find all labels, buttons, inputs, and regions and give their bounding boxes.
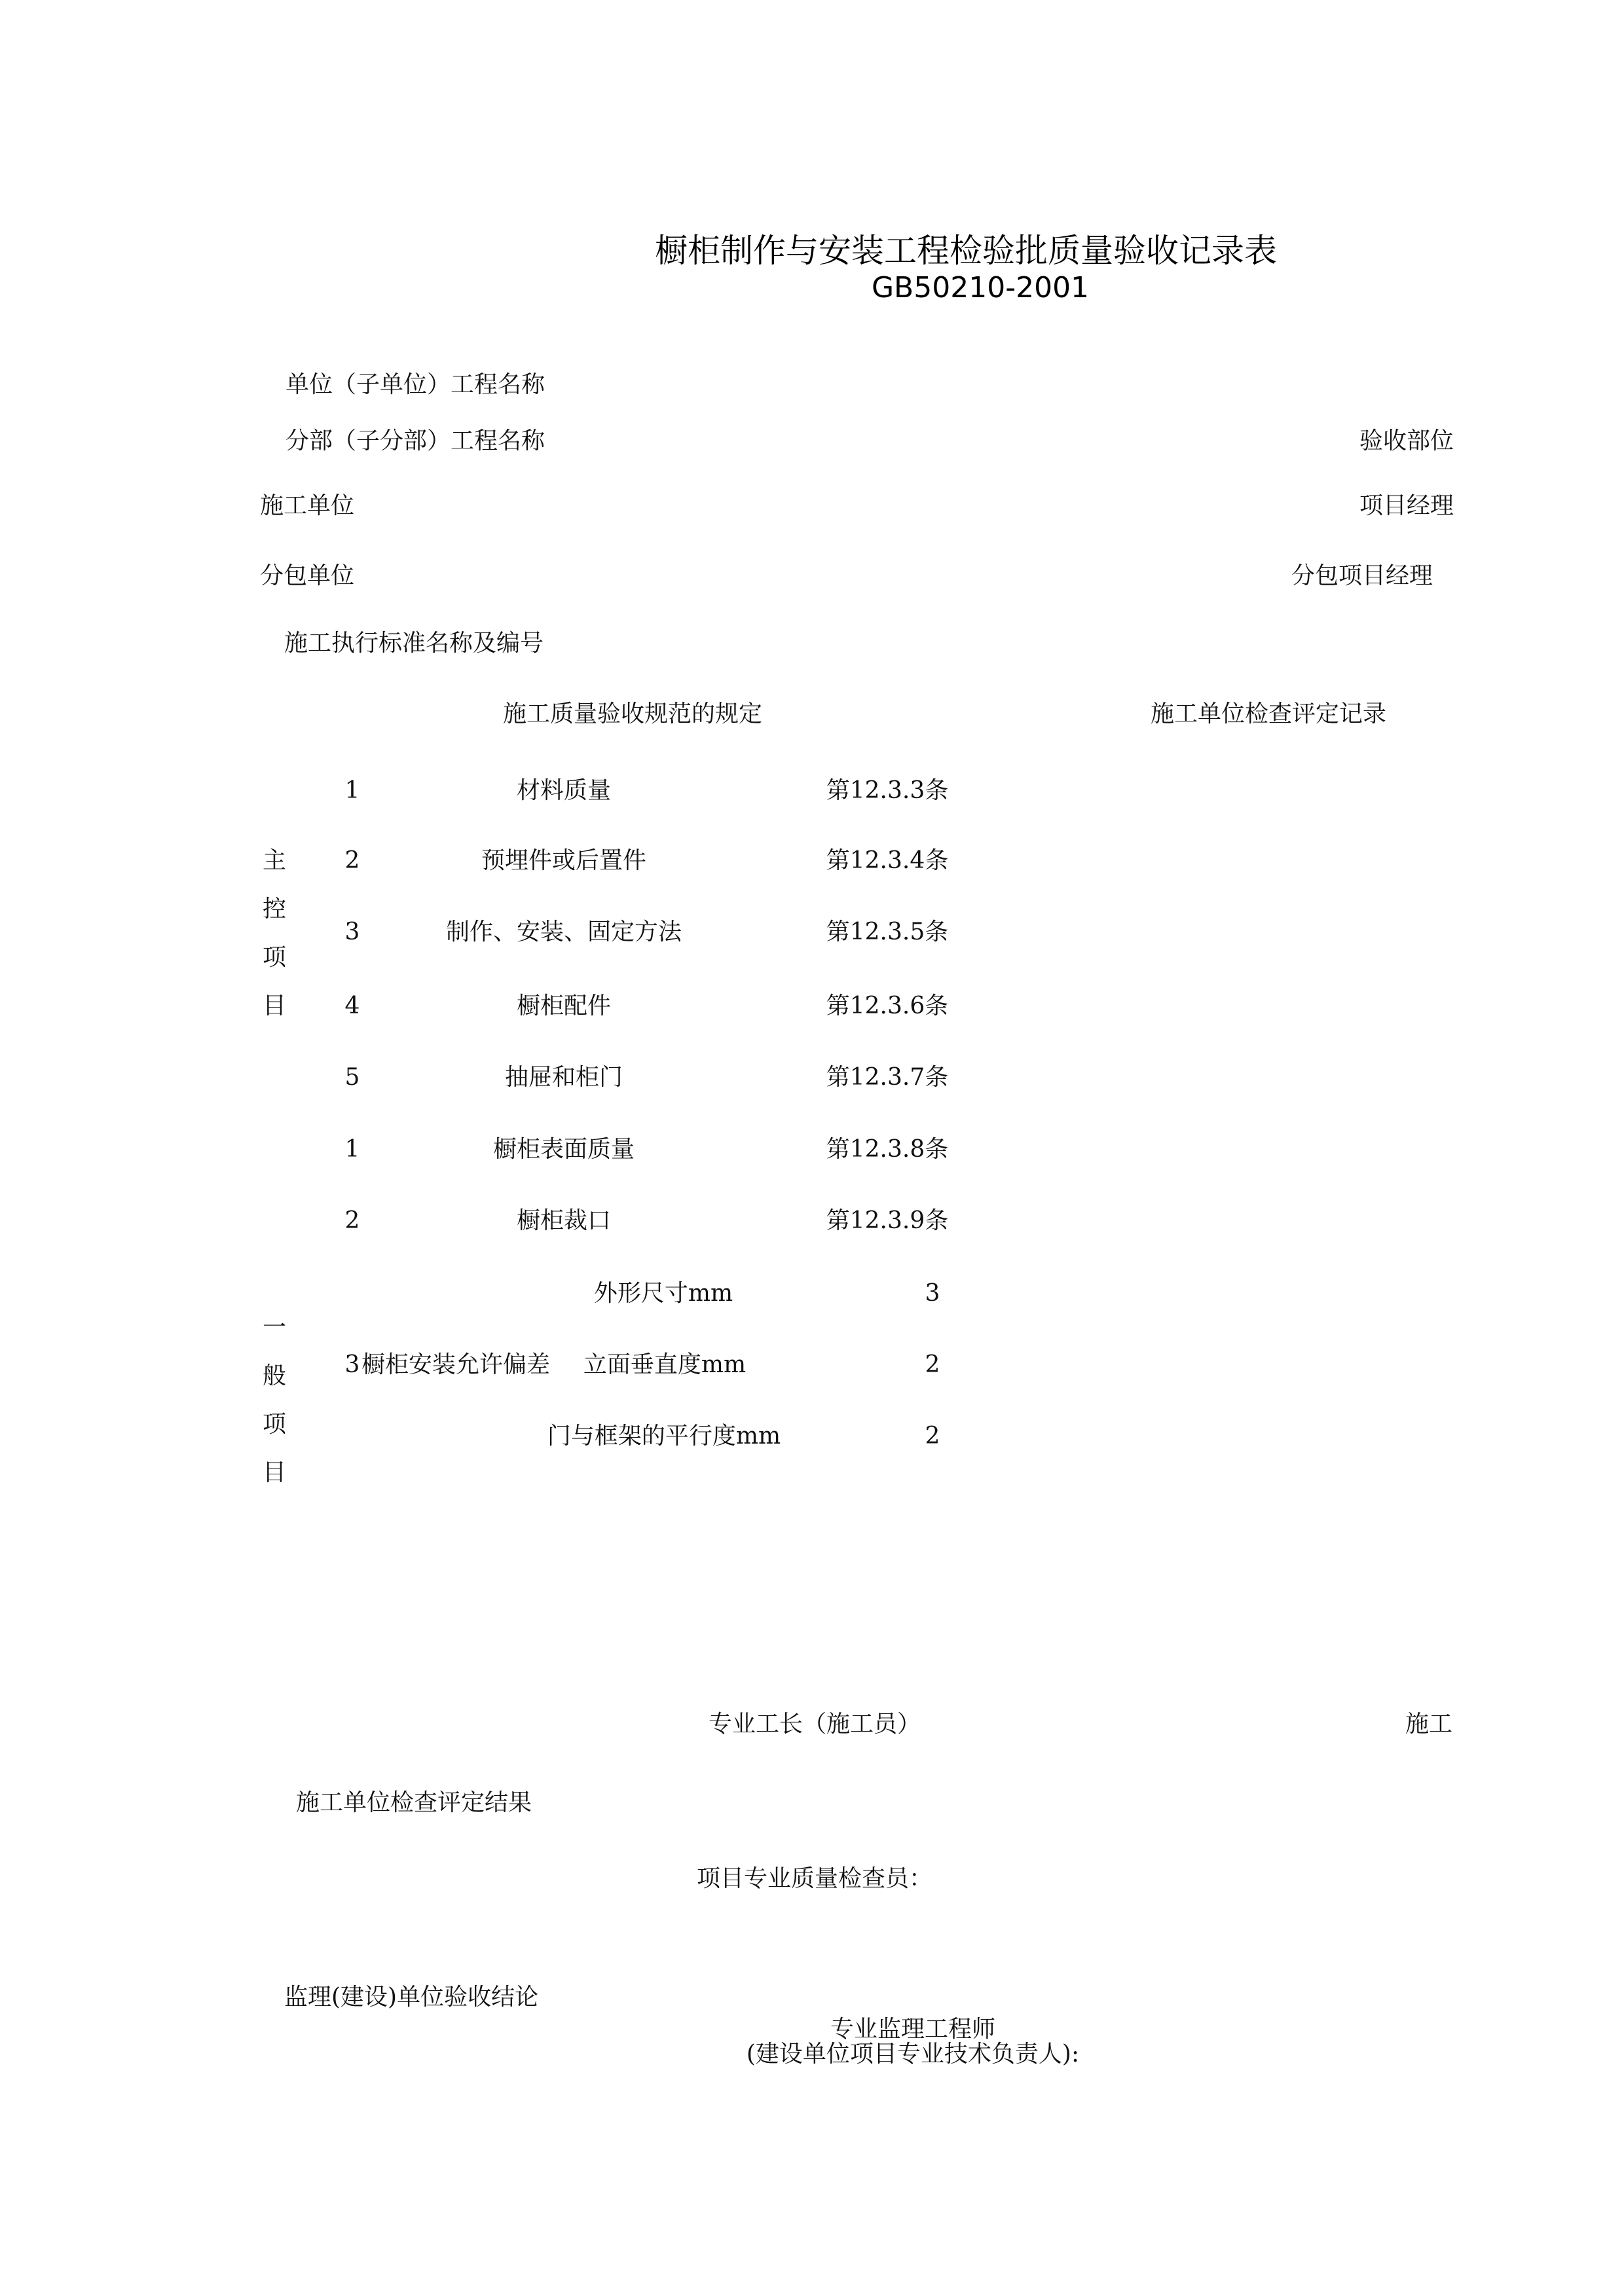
- subcontract-manager-label: 分包项目经理: [1291, 562, 1433, 589]
- item-name: 材料质量: [516, 777, 612, 804]
- item-number: 5: [344, 1064, 360, 1091]
- unit-project-label: 单位（子单位）工程名称: [286, 371, 545, 398]
- item-clause: 第12.3.7条: [826, 1064, 949, 1091]
- supervisor-alt-label: (建设单位项目专业技术负责人):: [746, 2041, 1080, 2068]
- tolerance-item-name: 门与框架的平行度mm: [547, 1423, 781, 1449]
- item-name: 橱柜表面质量: [492, 1136, 635, 1163]
- inspection-part-label: 验收部位: [1359, 428, 1454, 454]
- main-group-char: 控: [262, 896, 287, 922]
- general-group-char: 一: [262, 1314, 287, 1341]
- sub-project-label: 分部（子分部）工程名称: [286, 428, 545, 454]
- result-label: 施工单位检查评定结果: [296, 1789, 532, 1816]
- project-manager-label: 项目经理: [1359, 492, 1454, 519]
- item-name: 橱柜配件: [516, 993, 612, 1019]
- main-group-char: 项: [262, 944, 287, 971]
- item-clause: 第12.3.8条: [826, 1136, 949, 1163]
- item-number: 3: [344, 919, 360, 945]
- quality-inspector-label: 项目专业质量检查员：: [696, 1865, 933, 1892]
- standard-code: GB50210-2001: [871, 271, 1090, 304]
- tolerance-group-label: 橱柜安装允许偏差: [361, 1351, 551, 1378]
- standard-name-label: 施工执行标准名称及编号: [284, 630, 544, 657]
- item-name: 制作、安装、固定方法: [445, 919, 682, 945]
- item-number: 1: [344, 1136, 360, 1163]
- tolerance-item-value: 3: [925, 1280, 940, 1307]
- item-clause: 第12.3.3条: [826, 777, 949, 804]
- item-number: 3: [344, 1351, 360, 1378]
- item-number: 4: [344, 993, 360, 1019]
- tolerance-item-value: 2: [925, 1351, 940, 1378]
- main-group-char: 主: [262, 847, 287, 874]
- tolerance-item-name: 立面垂直度mm: [583, 1351, 747, 1378]
- subcontract-unit-label: 分包单位: [260, 562, 355, 589]
- general-group-char: 般: [262, 1362, 287, 1389]
- item-name: 预埋件或后置件: [481, 847, 647, 874]
- page-title: 橱柜制作与安装工程检验批质量验收记录表: [655, 232, 1277, 270]
- supervision-label: 监理(建设)单位验收结论: [284, 1984, 539, 2011]
- item-clause: 第12.3.9条: [826, 1207, 949, 1234]
- tolerance-item-value: 2: [925, 1423, 940, 1449]
- item-number: 2: [344, 1207, 360, 1234]
- spec-header: 施工质量验收规范的规定: [502, 701, 763, 727]
- tolerance-item-name: 外形尺寸mm: [593, 1280, 733, 1307]
- supervisor-label: 专业监理工程师: [830, 2016, 996, 2043]
- foreman-label: 专业工长（施工员）: [708, 1711, 921, 1738]
- general-group-char: 项: [262, 1411, 287, 1438]
- record-header: 施工单位检查评定记录: [1150, 701, 1387, 727]
- item-number: 1: [344, 777, 360, 804]
- item-clause: 第12.3.5条: [826, 919, 949, 945]
- general-group-char: 目: [262, 1459, 287, 1486]
- item-clause: 第12.3.4条: [826, 847, 949, 874]
- main-group-char: 目: [262, 993, 287, 1019]
- item-number: 2: [344, 847, 360, 874]
- construction-short-label: 施工: [1405, 1711, 1452, 1738]
- item-name: 橱柜裁口: [516, 1207, 612, 1234]
- construction-unit-label: 施工单位: [260, 492, 355, 519]
- item-name: 抽屉和柜门: [504, 1064, 623, 1091]
- item-clause: 第12.3.6条: [826, 993, 949, 1019]
